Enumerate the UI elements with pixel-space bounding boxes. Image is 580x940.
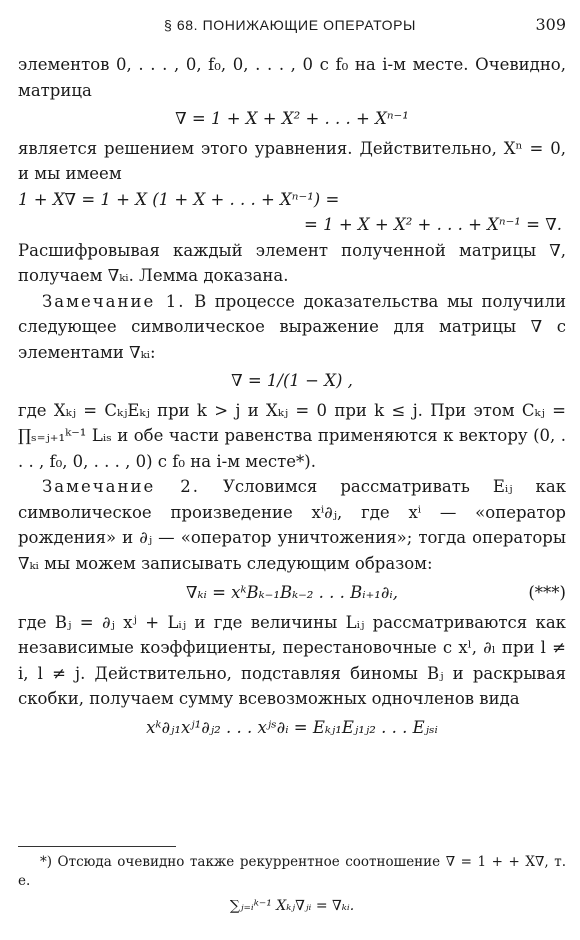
remark-1 xyxy=(18,289,566,366)
remark-2 xyxy=(18,474,566,576)
paragraph-2: является решением этого уравнения. Действительно, Xⁿ = 0, и мы имеем xyxy=(18,138,566,183)
remark-1-label: Замечание 1. xyxy=(42,291,186,311)
running-header xyxy=(0,12,580,36)
paragraph-5: где Xₖⱼ = CₖⱼEₖⱼ при k > j и Xₖⱼ = 0 при k ≤ j. При этом Cₖⱼ = ∏ₛ₌ⱼ₊₁ᵏ⁻¹ Lᵢₛ и обе части равенства применяются к вектору (0, . . . , f₀, 0, . . . , 0) с f₀ на i-м месте*). xyxy=(18,400,566,471)
footnote-equation: ∑ⱼ₌ᵢᵏ⁻¹ Xₖⱼ∇ⱼᵢ = ∇ₖᵢ. xyxy=(229,898,355,914)
remark-2-label: Замечание 2. xyxy=(42,477,200,496)
paragraph-1: элементов 0, . . . , 0, f₀, 0, . . . , 0 с f₀ на i-м месте. Очевидно, матрица xyxy=(18,55,566,100)
equation-operator-product xyxy=(18,580,566,606)
footnote xyxy=(18,853,566,916)
equation-monomials: xᵏ∂ⱼ₁xʲ¹∂ⱼ₂ . . . xʲˢ∂ᵢ = Eₖⱼ₁Eⱼ₁ⱼ₂ . . . Eⱼₛᵢ xyxy=(146,717,438,737)
paragraph-3: Расшифровывая каждый элемент полученной матрицы ∇, получаем ∇ₖᵢ. Лемма доказана. xyxy=(18,240,566,285)
remark-1-text: В процессе доказательства мы получили следующее символическое выражение для матрицы ∇ с элементами ∇ₖᵢ: xyxy=(18,291,566,362)
page-number: 309 xyxy=(535,15,566,34)
paragraph-7: где Bⱼ = ∂ⱼ xʲ + Lᵢⱼ и где величины Lᵢⱼ рассматриваются как независимые коэффициенты, перестановочные с xˡ, ∂ₗ при l ≠ i, l ≠ j. Действительно, подставляя биномы Bⱼ и раскрывая скобки, получаем сумму всевозможных одночленов вида xyxy=(18,612,566,708)
footnote-text: *) Отсюда очевидно также рекуррентное соотношение ∇ = 1 + + X∇, т. е. xyxy=(18,854,566,889)
section-title: § 68. ПОНИЖАЮЩИЕ ОПЕРАТОРЫ xyxy=(163,17,417,33)
equation-expansion-line-2: = 1 + X + X² + . . . + Xⁿ⁻¹ = ∇. xyxy=(304,215,562,234)
equation-nabla-series: ∇ = 1 + X + X² + . . . + Xⁿ⁻¹ xyxy=(175,109,409,128)
equation-operator-product-body: ∇ₖᵢ = xᵏBₖ₋₁Bₖ₋₂ . . . Bᵢ₊₁∂ᵢ, xyxy=(185,583,398,602)
remark-2-text: Условимся рассматривать Eᵢⱼ как символическое произведение xⁱ∂ⱼ, где xⁱ — «оператор рождения» и ∂ⱼ — «оператор уничтожения»; тогда операторы ∇ₖᵢ мы можем записывать следующим образом: xyxy=(18,477,567,573)
main-text xyxy=(18,52,566,744)
equation-tag: (***) xyxy=(528,583,566,602)
equation-nabla-fraction: ∇ = 1/(1 − X) , xyxy=(231,371,353,390)
footnote-rule xyxy=(18,846,176,847)
equation-expansion-line-1: 1 + X∇ = 1 + X (1 + X + . . . + Xⁿ⁻¹) = xyxy=(18,189,340,209)
